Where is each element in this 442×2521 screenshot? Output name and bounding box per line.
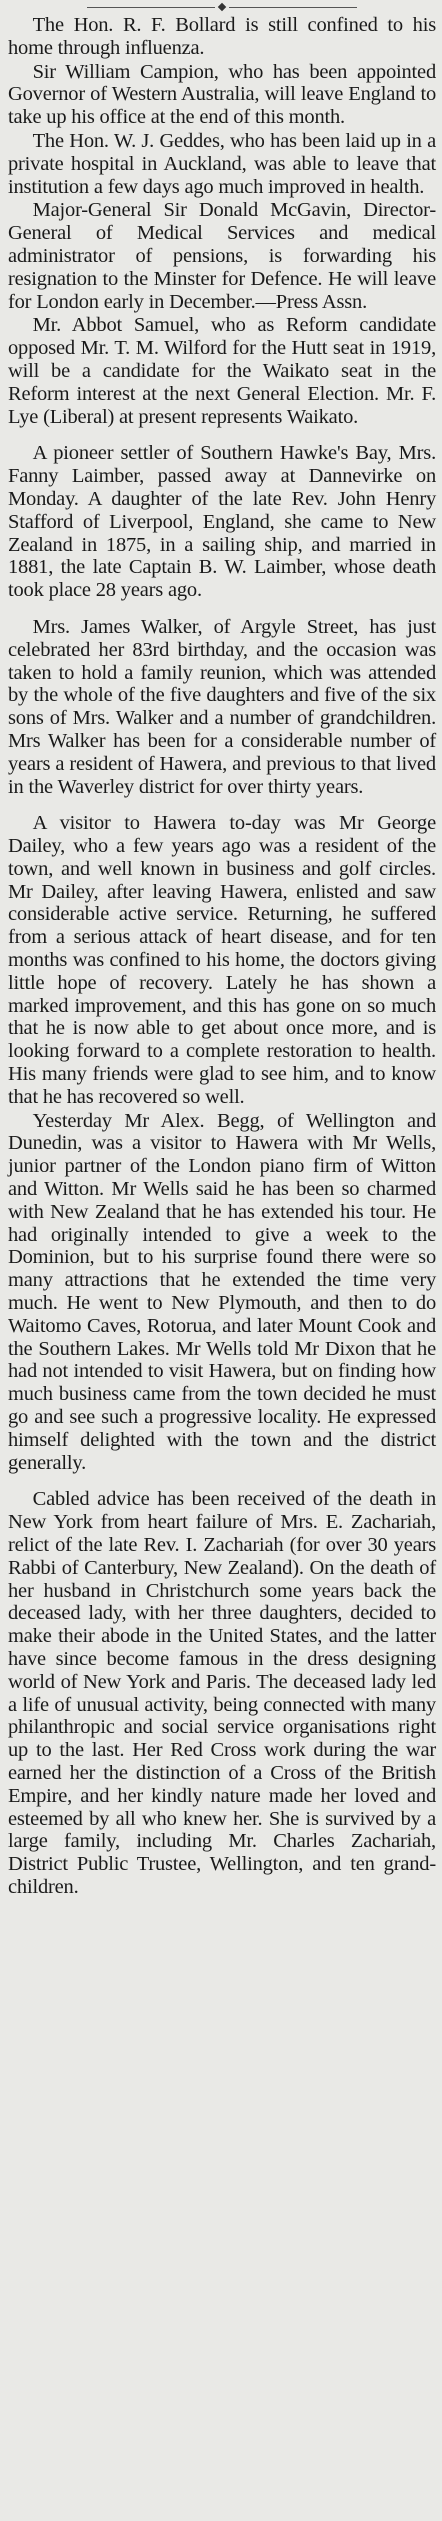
column-top-divider [8,0,436,14]
news-item-dailey: A visitor to Hawera to-day was Mr George Dailey, who a few years ago was a resident of the town, and well known in business and golf circles. Mr Dailey, after leaving Hawera, enlisted and saw considerable active service. Returning, he suffered from a serious attack of heart disease, and for ten months was confined to his home, the doctors giving little hope of recovery. Lately he has shown a marked improvement, and this has gone on so much that he is now able to get about once more, and is looking forward to a complete restoration to health. His many friends were glad to see him, and to know that he has recovered so well. [8,812,436,1108]
news-item-walker: Mrs. James Walker, of Argyle Street, has just celebrated her 83rd birthday, and the occasion was taken to hold a family reunion, which was attended by the whole of the five daughters and five of the six sons of Mrs. Walker and a number of grandchildren. Mrs Walker has been for a considerable number of years a resident of Hawera, and previous to that lived in the Waverley district for over thirty years. [8,615,436,798]
news-item-campion: Sir William Campion, who has been appointed Governor of Western Australia, will leave England to take up his office at the end of this month. [8,60,436,129]
divider-ornament [218,3,226,11]
news-item-geddes: The Hon. W. J. Geddes, who has been laid up in a private hospital in Auckland, was able to leave that institution a few days ago much improved in health. [8,129,436,198]
divider-line-left [87,7,215,8]
news-item-bollard: The Hon. R. F. Bollard is still confined to his home through influenza. [8,14,436,59]
news-item-mcgavin: Major-General Sir Donald McGavin, Director-General of Medical Services and medical administrator of pensions, is forwarding his resignation to the Minster for Defence. He will leave for London early in December.—Press Assn. [8,199,436,313]
news-item-laimber: A pioneer settler of Southern Hawke's Bay, Mrs. Fanny Laimber, passed away at Dannevirke on Monday. A daughter of the late Rev. John Henry Stafford of Liverpool, England, she came to New Zealand in 1875, in a sailing ship, and married in 1881, the late Captain B. W. Laimber, whose death took place 28 years ago. [8,442,436,602]
news-item-begg: Yesterday Mr Alex. Begg, of Wellington and Dunedin, was a visitor to Hawera with Mr Wells, junior partner of the London piano firm of Witton and Witton. Mr Wells said he has been so charmed with New Zealand that he has extended his tour. He had originally intended to give a week to the Dominion, but to his surprise found there were so many attractions that he extended the time very much. He went to New Plymouth, and then to do Waitomo Caves, Rotorua, and later Mount Cook and the Southern Lakes. Mr Wells told Mr Dixon that he had not intended to visit Hawera, but on finding how much business came from the town decided he must go and see such a progressive locality. He expressed himself delighted with the town and the district generally. [8,1109,436,1474]
news-item-zachariah: Cabled advice has been received of the death in New York from heart failure of Mrs. E. Zachariah, relict of the late Rev. I. Zachariah (for over 30 years Rabbi of Canterbury, New Zealand). On the death of her husband in Christchurch some years back the deceased lady, with her three daughters, decided to make their abode in the United States, and the latter have since become famous in the dress designing world of New York and Paris. The deceased lady led a life of unusual activity, being connected with many philanthropic and social service organisations right up to the last. Her Red Cross work during the war earned her the distinction of a Cross of the British Empire, and her kindly nature made her loved and esteemed by all who knew her. She is survived by a large family, including Mr. Charles Zachariah, District Public Trustee, Wellington, and ten grand-children. [8,1488,436,1898]
news-item-samuel: Mr. Abbot Samuel, who as Reform candidate opposed Mr. T. M. Wilford for the Hutt seat in 1919, will be a candidate for the Waikato seat in the Reform interest at the next General Election. Mr. F. Lye (Liberal) at present represents Waikato. [8,314,436,428]
divider-line-right [229,7,357,8]
